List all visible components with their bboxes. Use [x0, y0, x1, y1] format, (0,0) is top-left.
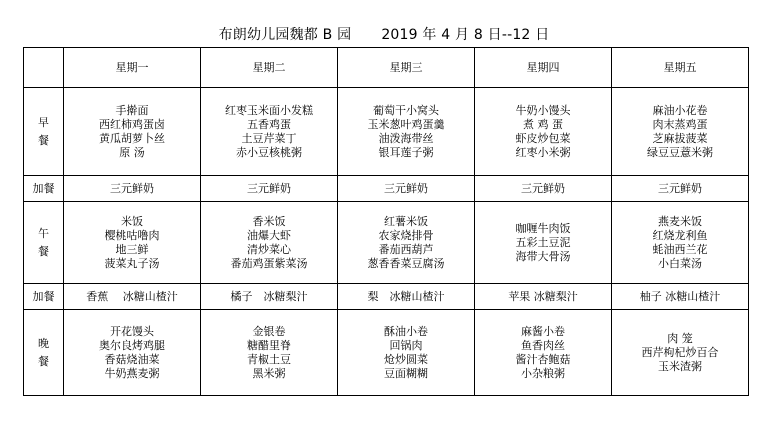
dish: 手擀面: [115, 103, 149, 117]
dish: 麻油小花卷: [652, 103, 708, 117]
dish: 清炒菜心: [247, 242, 291, 256]
dish: 蚝油西兰花: [652, 242, 708, 256]
dish: 青椒土豆: [247, 352, 291, 366]
dish: 五香鸡蛋: [247, 117, 291, 131]
dish: 鱼香肉丝: [521, 338, 565, 352]
dish: 地三鲜: [115, 242, 149, 256]
title-date-range: 2019 年 4 月 8 日--12 日: [381, 27, 550, 43]
dish: 葡萄干小窝头: [373, 103, 439, 117]
am-snack-row: [24, 176, 749, 202]
dish: 土豆芹菜丁: [241, 131, 297, 145]
dish: 玉米渣粥: [658, 359, 702, 373]
lunch-label: 午 餐: [24, 202, 64, 284]
dish: 五彩土豆泥: [515, 235, 571, 249]
am-snack-cell: 三元鲜奶: [64, 176, 201, 202]
lunch-cell-tue: [201, 202, 338, 284]
corner-cell: [24, 48, 64, 88]
lunch-cell-fri: [612, 202, 749, 284]
dish: 酥油小卷: [384, 324, 428, 338]
am-snack-cell: 三元鲜奶: [475, 176, 612, 202]
dish: 农家烧排骨: [378, 228, 434, 242]
breakfast-row: [24, 88, 749, 176]
breakfast-cell-thu: [475, 88, 612, 176]
dinner-cell-thu: [475, 310, 612, 396]
dish: 煮 鸡 蛋: [523, 117, 563, 131]
lunch-cell-wed: [338, 202, 475, 284]
breakfast-label: 早 餐: [24, 88, 64, 176]
dish: 米饭: [121, 214, 143, 228]
dish: 牛奶小馒头: [515, 103, 571, 117]
dinner-cell-mon: [64, 310, 201, 396]
weekday-header: 星期一: [64, 48, 201, 88]
dish: 糖醋里脊: [247, 338, 291, 352]
breakfast-cell-fri: [612, 88, 749, 176]
dish: 酱汁杏鲍菇: [515, 352, 571, 366]
lunch-row: [24, 202, 749, 284]
dish: 玉米葱叶鸡蛋羹: [367, 117, 445, 131]
lunch-cell-thu: [475, 202, 612, 284]
dish: 燕麦米饭: [658, 214, 702, 228]
dish: 番茄西葫芦: [378, 242, 434, 256]
pm-snack-cell: 柚子 冰糖山楂汁: [612, 284, 749, 310]
dish: 咖喱牛肉饭: [515, 221, 571, 235]
dish: 麻酱小卷: [521, 324, 565, 338]
header-row: [24, 48, 749, 88]
pm-snack-cell: 橘子 冰糖梨汁: [201, 284, 338, 310]
dinner-cell-tue: [201, 310, 338, 396]
dish: 回锅肉: [389, 338, 423, 352]
pm-snack-cell: 香蕉 冰糖山楂汁: [64, 284, 201, 310]
pm-snack-row: [24, 284, 749, 310]
weekday-header: 星期二: [201, 48, 338, 88]
dinner-cell-wed: [338, 310, 475, 396]
am-snack-label: 加餐: [24, 176, 64, 202]
pm-snack-label: 加餐: [24, 284, 64, 310]
dish: 豆面糊糊: [384, 366, 428, 380]
dish: 海带大骨汤: [515, 249, 571, 263]
dish: 奥尔良烤鸡腿: [99, 338, 165, 352]
dish: 黑米粥: [252, 366, 286, 380]
am-snack-cell: 三元鲜奶: [201, 176, 338, 202]
weekly-menu-table: [23, 47, 749, 396]
dish: 金银卷: [252, 324, 286, 338]
dinner-label: 晚 餐: [24, 310, 64, 396]
dish: 炝炒圆菜: [384, 352, 428, 366]
dish: 开花馒头: [110, 324, 154, 338]
title-school: 布朗幼儿园魏都 B 园: [218, 27, 352, 43]
pm-snack-cell: 苹果 冰糖梨汁: [475, 284, 612, 310]
dish: 红烧龙利鱼: [652, 228, 708, 242]
dish: 红薯米饭: [384, 214, 428, 228]
dish: 黄瓜胡萝卜丝: [99, 131, 165, 145]
dish: 银耳莲子粥: [378, 145, 434, 159]
dinner-cell-fri: [612, 310, 749, 396]
weekday-header: 星期三: [338, 48, 475, 88]
dish: 芝麻拔菠菜: [652, 131, 708, 145]
weekday-header: 星期五: [612, 48, 749, 88]
pm-snack-cell: 梨 冰糖山楂汁: [338, 284, 475, 310]
dish: 红枣玉米面小发糕: [225, 103, 313, 117]
breakfast-cell-mon: [64, 88, 201, 176]
dish: 小白菜汤: [658, 256, 702, 270]
dish: 香菇烧油菜: [104, 352, 160, 366]
dish: 西芹枸杞炒百合: [641, 345, 719, 359]
dish: 虾皮炒包菜: [515, 131, 571, 145]
dish: 原 汤: [119, 145, 145, 159]
dish: 牛奶燕麦粥: [104, 366, 160, 380]
breakfast-cell-wed: [338, 88, 475, 176]
dish: 西红柿鸡蛋卤: [99, 117, 165, 131]
dish: 红枣小米粥: [515, 145, 571, 159]
dish: 菠菜丸子汤: [104, 256, 160, 270]
dish: 油爆大虾: [247, 228, 291, 242]
weekday-header: 星期四: [475, 48, 612, 88]
dish: 番茄鸡蛋紫菜汤: [230, 256, 308, 270]
dish: 绿豆豆薏米粥: [647, 145, 713, 159]
am-snack-cell: 三元鲜奶: [612, 176, 749, 202]
dish: 小杂粮粥: [521, 366, 565, 380]
dish: 油泼海带丝: [378, 131, 434, 145]
dish: 肉 笼: [667, 331, 693, 345]
am-snack-cell: 三元鲜奶: [338, 176, 475, 202]
dinner-row: [24, 310, 749, 396]
dish: 肉末蒸鸡蛋: [652, 117, 708, 131]
breakfast-cell-tue: [201, 88, 338, 176]
page-title: [0, 24, 768, 44]
dish: 赤小豆核桃粥: [236, 145, 302, 159]
dish: 香米饭: [252, 214, 286, 228]
dish: 樱桃咕噜肉: [104, 228, 160, 242]
dish: 葱香香菜豆腐汤: [367, 256, 445, 270]
lunch-cell-mon: [64, 202, 201, 284]
